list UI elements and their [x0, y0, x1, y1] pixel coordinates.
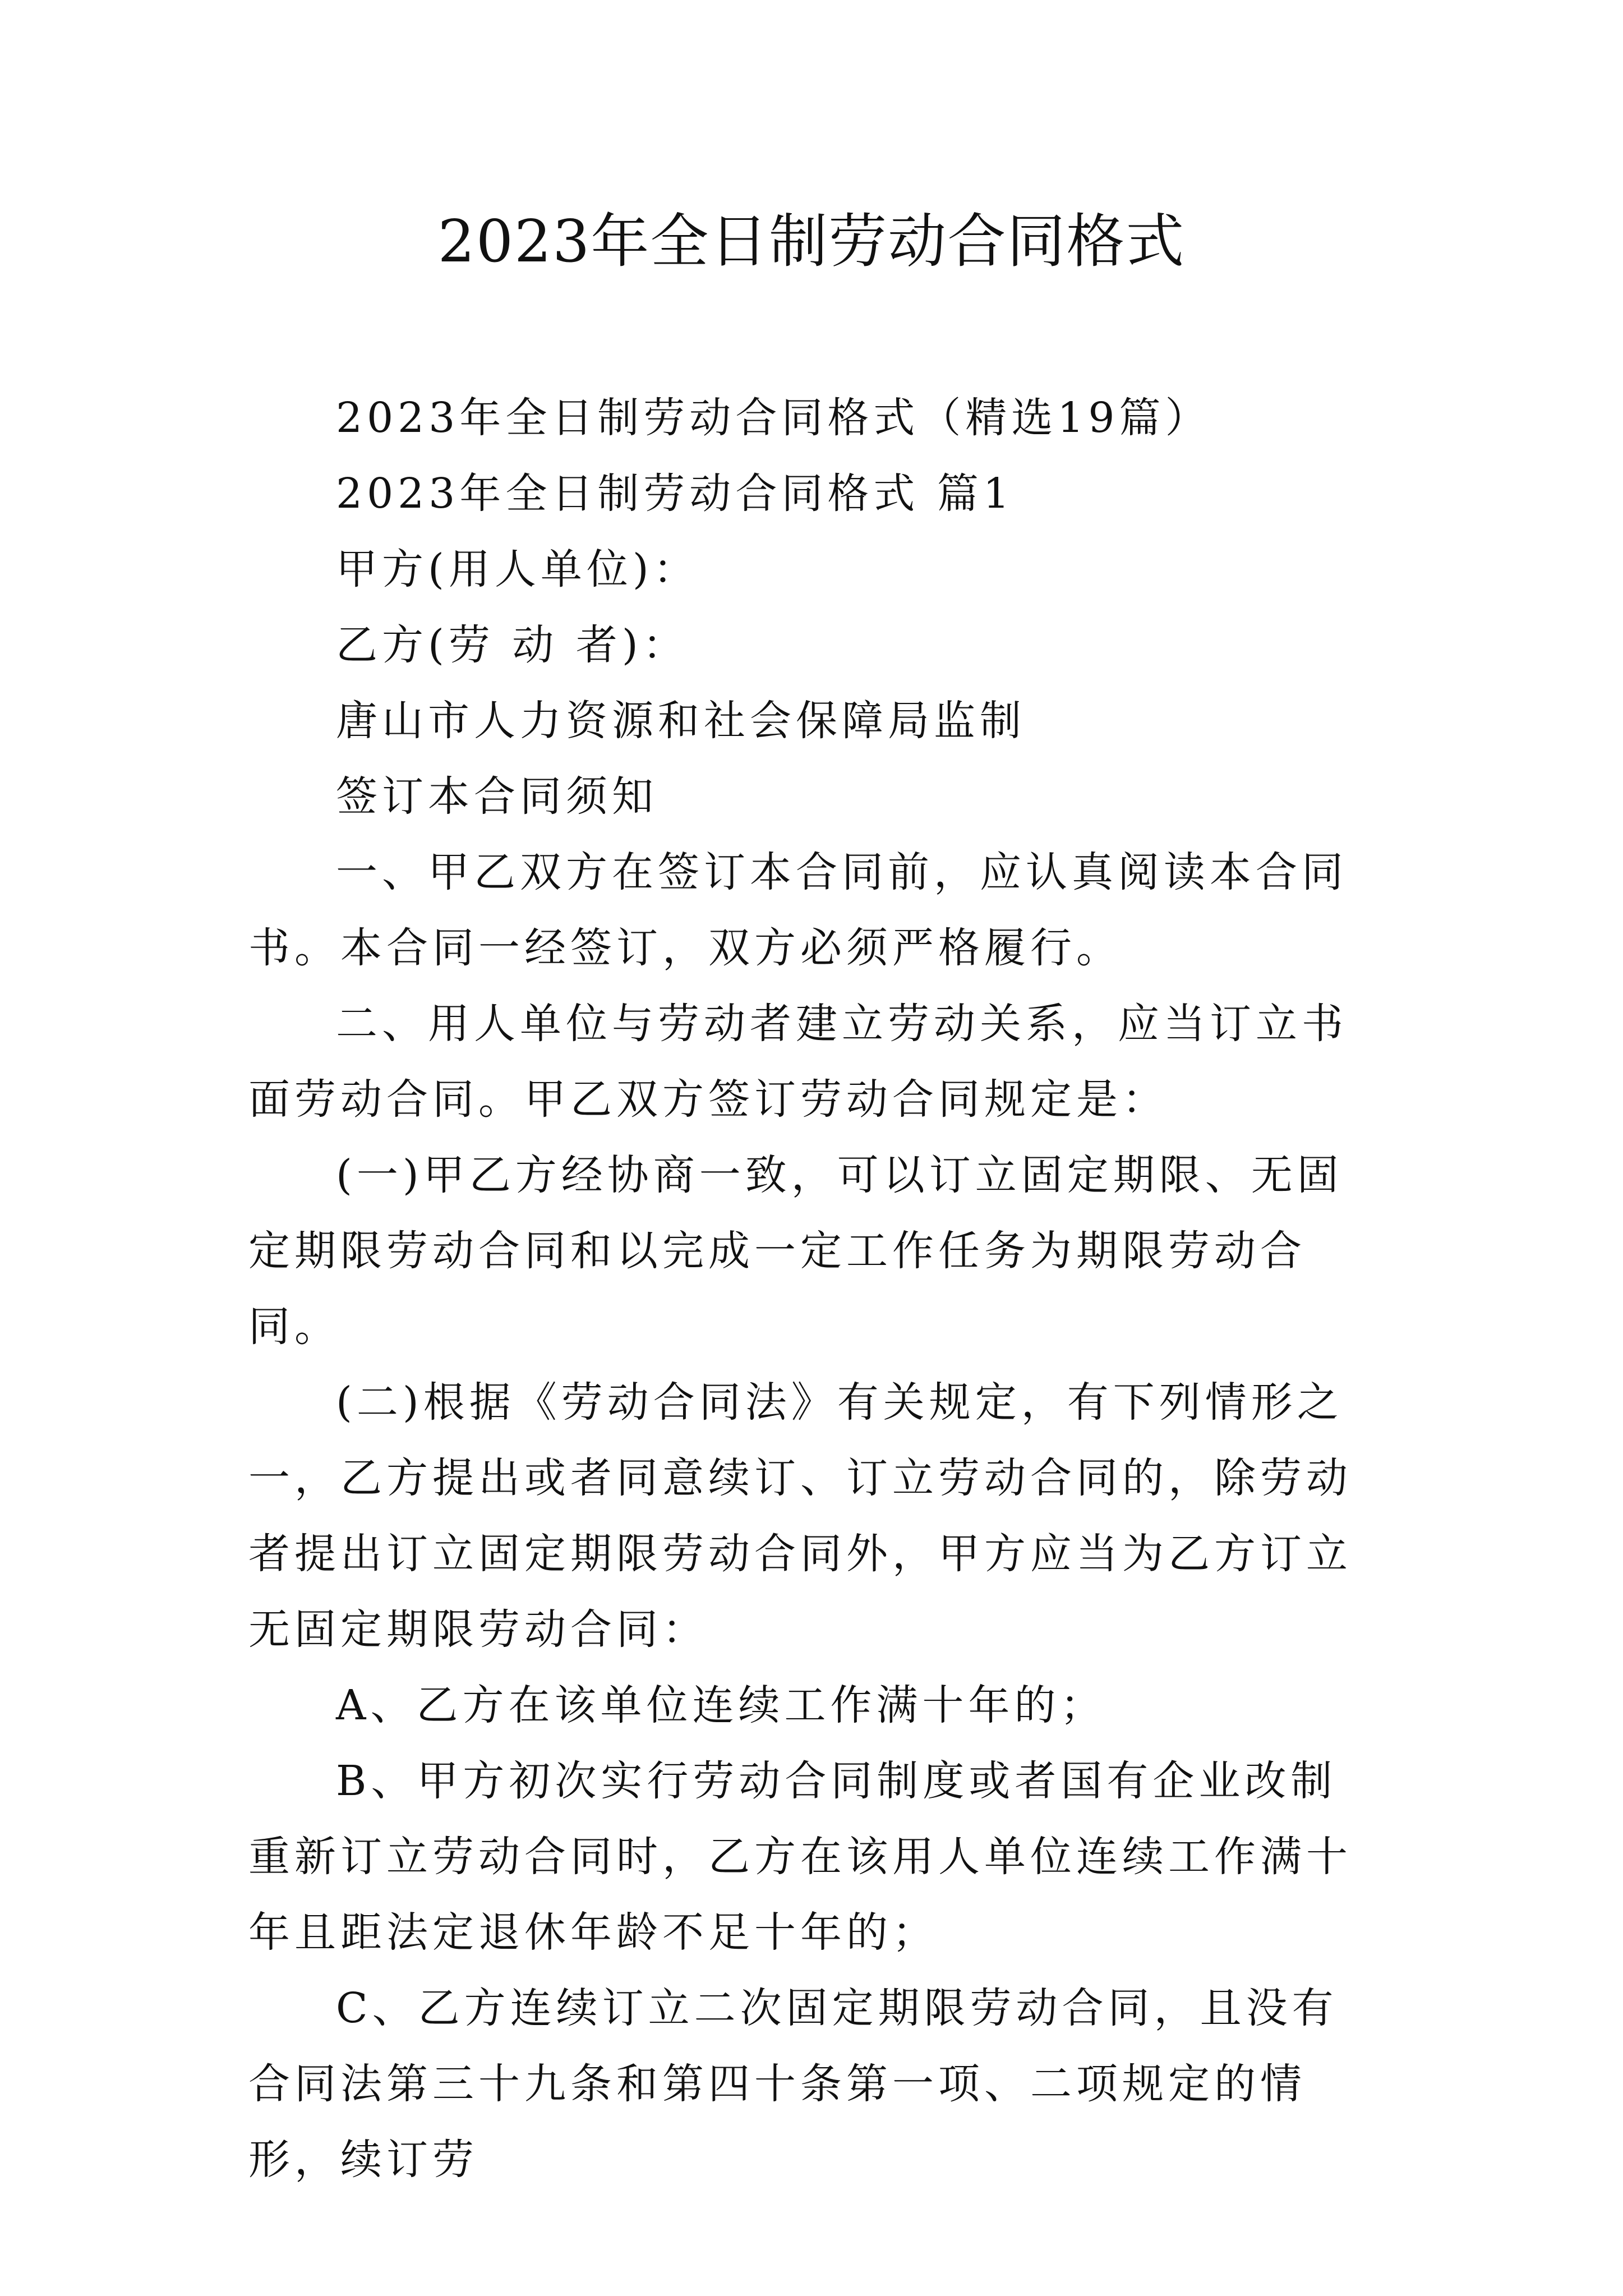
paragraph-party-a: 甲方(用人单位)：	[336, 545, 699, 593]
paragraph-article-heading: 2023年全日制劳动合同格式 篇1	[336, 470, 1014, 518]
paragraph-notice-heading: 签订本合同须知	[336, 772, 658, 821]
paragraph-party-b: 乙方(劳 动 者)：	[336, 621, 689, 669]
paragraph-case-c: C、乙方连续订立二次固定期限劳动合同，且没有合同法第三十九条和第四十条第一项、二项规定的情形，续订劳	[248, 1984, 1338, 2184]
document-body	[248, 380, 1381, 2198]
paragraph-case-b: B、甲方初次实行劳动合同制度或者国有企业改制重新订立劳动合同时，乙方在该用人单位连续工作满十年且距法定退休年龄不足十年的；	[248, 1757, 1352, 1957]
paragraph-item-2: 二、用人单位与劳动者建立劳动关系，应当订立书面劳动合同。甲乙双方签订劳动合同规定是：	[248, 1000, 1348, 1124]
paragraph-item-1: 一、甲乙双方在签订本合同前，应认真阅读本合同书。本合同一经签订，双方必须严格履行。	[248, 848, 1348, 972]
paragraph-subitem-1: (一)甲乙方经协商一致，可以订立固定期限、无固定期限劳动合同和以完成一定工作任务为期限劳动合同。	[248, 1151, 1343, 1351]
paragraph-case-a: A、乙方在该单位连续工作满十年的；	[336, 1681, 1106, 1729]
paragraph-subitem-2: (二)根据《劳动合同法》有关规定，有下列情形之一，乙方提出或者同意续订、订立劳动合同的，除劳动者提出订立固定期限劳动合同外，甲方应当为乙方订立无固定期限劳动合同：	[248, 1378, 1352, 1654]
document-title: 2023年全日制劳动合同格式	[437, 207, 1186, 275]
paragraph-collection-title: 2023年全日制劳动合同格式（精选19篇）	[336, 394, 1211, 442]
paragraph-supervisor: 唐山市人力资源和社会保障局监制	[336, 697, 1026, 745]
